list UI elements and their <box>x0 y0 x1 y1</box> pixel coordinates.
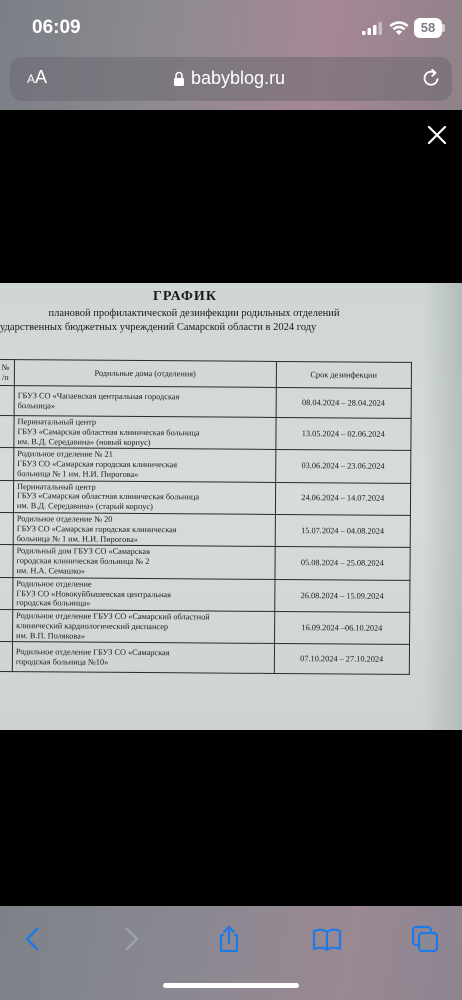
table-row <box>0 448 411 483</box>
maternity-name-line: городская больница» <box>16 598 91 608</box>
table-row <box>0 513 410 548</box>
maternity-name-line: ГБУЗ «Самарская областная клиническая больница <box>17 426 200 438</box>
maternity-name-line: Родильный дом ГБУЗ СО «Самарская <box>16 546 150 557</box>
document-photo <box>0 283 462 730</box>
status-time: 06:09 <box>32 17 81 38</box>
maternity-name-line: ГБУЗ СО «Чапаевская центральная городская <box>17 390 180 401</box>
disinfection-period-cell: 26.08.2024 – 15.09.2024 <box>274 579 410 612</box>
disinfection-period-cell: 13.05.2024 – 02.06.2024 <box>275 417 411 450</box>
battery-cap <box>442 24 445 32</box>
maternity-name-cell <box>12 642 274 674</box>
maternity-name-line: им. В.Д. Середавина» (новый корпус) <box>17 436 151 447</box>
disinfection-period-cell: 24.06.2024 – 14.07.2024 <box>275 482 411 515</box>
maternity-name-line: им. В.Д. Середавина» (старый корпус) <box>16 501 153 512</box>
table-header-row <box>0 360 411 389</box>
maternity-name-line: ГБУЗ СО «Новокуйбышевская центральная <box>16 588 171 599</box>
schedule-table-wrap <box>0 359 412 675</box>
maternity-name-line: городская клиническая больница № 2 <box>16 556 150 567</box>
url-text[interactable]: babyblog.ru <box>191 68 286 88</box>
table-row <box>0 480 411 515</box>
book-icon[interactable] <box>312 924 342 954</box>
document-subtitle-1: плановой профилактической дезинфекции родильных отделений <box>48 308 340 319</box>
table-row <box>0 416 411 451</box>
header-name: Родильные дома (отделения) <box>14 360 276 388</box>
maternity-name-line: Родильное отделение ГБУЗ СО «Самарский областной <box>16 611 210 622</box>
header-date: Срок дезинфекции <box>276 361 412 388</box>
disinfection-period-cell: 03.06.2024 – 23.06.2024 <box>275 450 411 483</box>
disinfection-period-cell: 08.04.2024 – 28.04.2024 <box>276 387 412 418</box>
maternity-name-line: им. Н.А. Семашко» <box>16 566 86 576</box>
page-shadow <box>422 283 462 730</box>
close-icon[interactable] <box>424 122 450 148</box>
table-row <box>0 610 410 645</box>
maternity-name-cell <box>14 416 276 450</box>
maternity-name-line: городская больница №10» <box>15 657 109 667</box>
maternity-name-cell <box>14 448 276 482</box>
address-bar[interactable] <box>10 57 452 101</box>
maternity-name-cell <box>13 577 275 611</box>
signal-icon <box>362 22 382 35</box>
wifi-icon <box>389 20 409 36</box>
table-row <box>0 577 410 612</box>
chevron-right-icon[interactable] <box>116 924 146 954</box>
row-number-cell <box>0 610 13 642</box>
status-bar <box>0 0 462 52</box>
share-icon[interactable] <box>214 924 244 954</box>
row-number-cell <box>0 577 13 609</box>
row-number-cell <box>0 642 12 672</box>
row-number-cell <box>0 448 14 480</box>
table-row <box>0 642 410 675</box>
maternity-name-cell <box>14 386 276 418</box>
battery-indicator <box>414 18 442 38</box>
battery-level: 58 <box>420 20 436 35</box>
document-subtitle-2: ударственных бюджетных учреждений Самарской области в 2024 году <box>0 322 317 333</box>
table-row <box>0 386 411 419</box>
maternity-name-line: больница № 1 им. Н.И. Пирогова» <box>17 469 139 479</box>
maternity-name-line: больница» <box>17 400 56 410</box>
document-title: ГРАФИК <box>153 289 217 304</box>
reader-options-button[interactable]: AA <box>27 67 48 87</box>
maternity-name-cell <box>13 545 275 579</box>
maternity-name-line: Родильное отделение № 21 <box>17 449 113 460</box>
home-indicator <box>163 983 299 988</box>
maternity-name-cell <box>13 513 275 547</box>
disinfection-period-cell: 15.07.2024 – 04.08.2024 <box>275 514 411 547</box>
row-number-cell <box>0 480 14 512</box>
maternity-name-line: Перинатальный центр <box>17 481 96 492</box>
maternity-name-cell <box>12 610 274 644</box>
reload-icon[interactable] <box>420 67 442 89</box>
row-number-cell <box>0 416 14 448</box>
maternity-name-line: им. В.П. Полякова» <box>16 630 86 641</box>
disinfection-period-cell: 05.08.2024 – 25.08.2024 <box>275 547 411 580</box>
maternity-name-line: клинический кардиологический диспансер <box>16 620 169 632</box>
maternity-name-line: ГБУЗ СО «Самарская городская клиническая <box>17 459 178 470</box>
disinfection-period-cell: 07.10.2024 – 27.10.2024 <box>274 644 410 675</box>
header-num: № /п <box>0 360 14 386</box>
maternity-name-line: больница № 1 им. Н.И. Пирогова» <box>16 533 138 544</box>
maternity-name-line: Родильное отделение ГБУЗ СО «Самарская <box>15 647 170 658</box>
maternity-name-cell <box>13 480 275 514</box>
row-number-cell <box>0 545 13 577</box>
table-row <box>0 545 410 580</box>
maternity-name-line: Родильное отделение № 20 <box>16 514 113 524</box>
row-number-cell <box>0 513 13 545</box>
tabs-icon[interactable] <box>410 924 440 954</box>
lock-icon <box>173 71 185 86</box>
row-number-cell <box>0 386 14 416</box>
chevron-left-icon[interactable] <box>18 924 48 954</box>
maternity-name-line: ГБУЗ СО «Самарская городская клиническая <box>16 523 177 535</box>
schedule-table <box>0 359 412 675</box>
maternity-name-line: Родильное отделение <box>16 578 92 589</box>
maternity-name-line: ГБУЗ «Самарская областная клиническая больница <box>16 491 200 502</box>
maternity-name-line: Перинатальный центр <box>17 417 97 427</box>
disinfection-period-cell: 16.09.2024 –06.10.2024 <box>274 612 410 645</box>
